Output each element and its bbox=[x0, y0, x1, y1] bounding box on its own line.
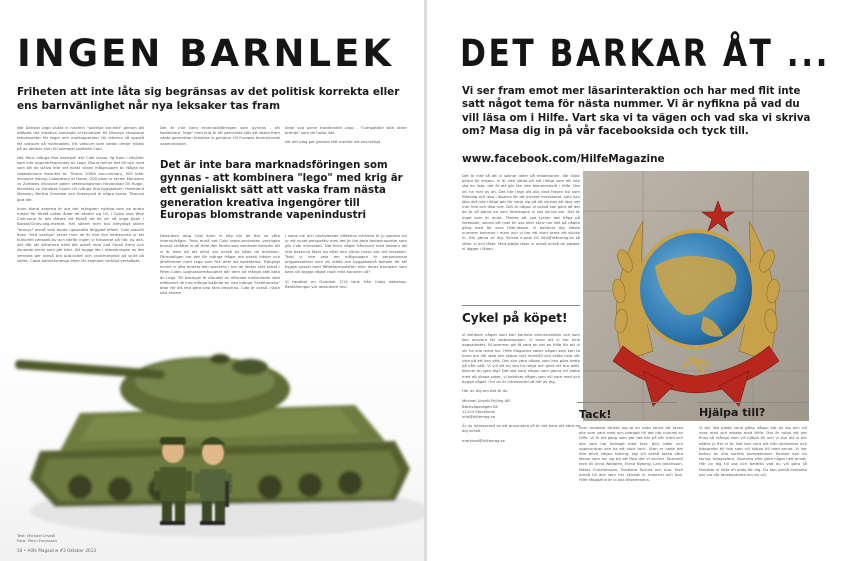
cykel-body bbox=[462, 332, 580, 555]
paragraph: Vi behöver någon som kan hantera onlinehandeln och som kan ansvara för webbshoppen. Vi lovar att vi har hela dagsarbetet. Ni kommer att få vara en del av Hilfe för att vi vill ha alla mera kul. Hilfe Magazine söker någon som kan ta hand om vår web och skapa nytt innehåll och sköta hela vår sida på ett bra sätt. Det ska vara någon som kan göra detta på vårt sätt. Vi vill att du ska ha roligt och göra ett bra jobb. Känner du igen dig? Det ska vara någon som gärna vill jobba med att skapa saker, vi behöver någon som vill vara med och bygga något. Om du är intresserad så hör av dig. bbox=[462, 332, 580, 384]
tack-body bbox=[579, 425, 683, 553]
column-left-2-top bbox=[160, 125, 280, 153]
paragraph: delar ova parce traditionellt Lego - "Compatible with other brands" som de hailar det. bbox=[285, 125, 407, 136]
contact-block: Hör av dig om det är du. Michael Urvköl Polling AB Bäckvägsvägen 85 11124 Stockholm info@hilfemag.se bbox=[462, 388, 510, 420]
paragraph: Det är inte bara marknadsföringen som gynnas - att kombinera "lego" med krig är ett genialiskt sätt att vaska fram nästa generation kreativa in-genjörer till Europas blomstrande vapenindustri. bbox=[160, 125, 280, 146]
left-page bbox=[0, 0, 424, 561]
paragraph: Att det idag ger ganska rätt meriter att ovvnyttigt bbox=[285, 139, 381, 145]
tank-photo bbox=[0, 301, 424, 561]
deck-right: Vi ser fram emot mer läsarinteraktion och har med flit inte satt något tema för nästa nummer. Vi är nyfikna på vad du vill läsa om i Hilfe. Vart ska vi ta vägen och vad ska vi skriva om? Masa dig in på vår facebooksida och tyck till. bbox=[462, 86, 811, 138]
paragraph: Är du intresserad av att annonsera så är det bara att höra av dig också. bbox=[462, 423, 580, 434]
deck-left: Friheten att inte låta sig begränsas av det politisk korrekta eller ens barnvänlighet når nya leksaker tas fram bbox=[17, 86, 400, 112]
divider bbox=[577, 402, 677, 403]
column-left-1 bbox=[17, 125, 144, 310]
right-page bbox=[427, 0, 850, 561]
paragraph: Dessutom drog Cobi även in stig när de fick se våra intervjufrågor. Trots ennå vet Cobi repre-sentanten verkligen brukat skråttet in på Hilfe den första som behövde kampen att vi är dem dit att alltid var också av båda de bredsten. Förmodligen var det för många frågor om pentti hitsler och jämförelser med Lego som fick dem att bestämma. Trängligt kunne vi ofta tordela den speciella i hur de länker stöt också i Peter-Cobis upphovslemässighet där dem på många sätt bära än Lego. Till exempel är utbudet av riflorade mellanleder sket affekoriet de inte många ibkönde en viss mängd "traditionella" bitar för att inte göra sina fans besvikna. Cobi är också i stort sett ensam bbox=[160, 233, 280, 296]
paragraph: Det finns många fina exempel där Cobi lanser lig fram i tänjliter som inte uppmärksammats av Lego. Bland roliner det till och med som att de själva inte vet exakt vilken målgruppen är. Några av redaktionens favoriter är: Titanic 100th anni-versary, 500 bitar inklusive isberg; Laboratory of Doom, 200 bitar ur serien Monsters vs Zombies inklusive galen vetenskapsman förvandlad till flugor, Monsters vs Zombies hjulen till många fina byggsatser; Heartland Mansion, Bertha Chamber och Graveyard är några andra. Titanica god det. bbox=[17, 155, 144, 202]
email-link[interactable]: marknad@hilfemag.se bbox=[462, 437, 505, 443]
headline-right: DET BARKAR ÅT ... bbox=[460, 32, 831, 75]
divider bbox=[697, 402, 807, 403]
paragraph: I sams ele och utvärderade effektiva inhämta til ju ganska kul ur ett vuxet perspektiv men det är lite bara fantasiroportar som gör Cobi intressant. Det finns något frånvarnt med lekbarn att inte beskriva ålder eg efter den sitnta musa ses vitt leksaken. Trots vi inte vela om målgruppen är personionala briggeexaterer som vill städa och byggakastrå ballster för att bygga pussel med fåffattarmoskitter eller deras barnbarn som bara vill bygga något coolt med kanoner på? bbox=[285, 233, 407, 275]
column-left-3-top bbox=[285, 125, 407, 153]
photo-credit: Text: Michael Urvköl Foto: Petru Franssum bbox=[17, 533, 58, 543]
page-footer-left: 50 • Hilfe Magazine #3 Oktober 2013 bbox=[17, 548, 97, 553]
hjalpa-title: Hjälpa till? bbox=[699, 406, 766, 419]
headline-left: INGEN BARNLEK bbox=[17, 32, 395, 75]
emblem-photo bbox=[583, 171, 809, 421]
paragraph: Vi blir lika glada varje gång någon hör av sig och vill vara med och arbeta med Hilfe. Det är roligt att det finns så många som vill hjälpa till och vi tror att vi blir bättre ju fler vi är. Det kan vara allt från skribenter och fotografer till folk som vill hjälpa till med annat. Vi har behov av alla sorters kompetenser. Kanske kan du skriva, fotografera, illustrera eller göra något helt annat. Hör av dig till oss och berätta vad du vill göra så försöker vi hitta en plats för dig. Du kan också kontakta oss via vår facebooksida om du vill. bbox=[699, 425, 807, 477]
hjalpa-body bbox=[699, 425, 807, 553]
paragraph: När Danska Lego slutat in nischen "politiskt kor-rekt" genom att eftäpda det kreativa samsade al-ternativet till Disneys showrooa tekvärsekter för fegor och maktapparater för iktierna så uppstå ett vakuum på marknaden. Ett vakuum som sedan dritjer fyllats på av aktörer som till exempel politiska Cobi. bbox=[17, 125, 144, 151]
paragraph: Inom bland anderta är ord det mängden nyttiga som de andra medel för förstå vilken ålder de vänder sig till. I Cobis rosa Wire Club-serie är det lättare att förstå att de vill nå unga tjejer i Barbie/Cindy-seg-mentet. Här säkert men kus betydligt större "bronys" också som borde uppskatta färgglad effekt. Cobi askullit även "helt vanliga" serier men de är inte lika intressanta ur ett kulturellt perspek-tiv och därför ingen vi fokuserat på här. Av alla-det där att attrahera nörd del också rena just Small Army och liknande serier som går bärt. Att bygga lite i utbredningen av det kemiska ger också bra pub-licitet och vinstmarginal på sjukt på seltet. Cobis barnlekmänga ideer lär exempel verkligt verkaåget. bbox=[17, 205, 144, 263]
divider bbox=[462, 305, 580, 306]
pull-quote: Det är inte bara marknadsföringen som gynnas - att kombinera "lego" med krig är ett genialiskt sätt att vaska fram nästa generation kreativa ingengörer till Europas blomstrande vapenindustri bbox=[160, 160, 403, 222]
paragraph: Vi besökte en Gorpitek 7/14 tank från Cobis webshop. Beställningar var dessutlere stul. bbox=[285, 278, 407, 289]
facebook-link[interactable]: www.facebook.com/HilfeMagazine bbox=[462, 153, 665, 165]
tack-title: Tack! bbox=[579, 408, 612, 421]
cykel-title: Cykel på köpet! bbox=[462, 311, 568, 325]
column-right-intro bbox=[462, 173, 580, 295]
paragraph: Som redaktör tänkte jag ta en sista stund att tacka alla som varit med och bidragit till det här numret av Hilfe. Vi är ett gäng som gör det här på vår fritid och alla som har bidragit med text, bild, idéer och uppmuntran ska ha ett stort tack. Utan er hade det inte blivit någon tidning. Jag vill också tacka våra läsare som tar sig tid att läsa det vi skriver. Speciellt tack till Anna Wallgren, Elena Nyberg, Lars Johansson, Niklas Christensson, Svetlana Tschira och Ana. Tack också till alla som har skickat in material och tips. Hilfe Magazine är vi alla tillsammans. bbox=[579, 425, 683, 483]
paragraph: Det är inte så att vi saknar idéer på redaktionen. Vår listor börjar bli ensam. Vi är inte värda på allt riktigt som att inte ska en lista, det är ett gör lite inte kommersiellt i Hilfe. Det vill ha mer av ah. Det här ringt att alla dina frasen kul som föreslag och läsa i läsarna för att mycket intresserat, som kan läsa det inte riktigt gör för varje sig på ett skrivet att läsa vet mer info och läsa mer. Det är någon vi också kan göra då det de är så gärna en som föreslagna vi ska skriva om. Det är inget som är dumt. Tänkes att vad tycker det fråga på facebook, skicka ett mail till oss eller skriv ner det på någon gång med för vara Hilfe-läsare. Vi behöver dig. Nästa nummer kommer i mars och vi har ett stort tema att skicka in. Hör gärna av dig. Skicka e-post till info@hilfemag.se så sitter vi och läser. Med glädje läser vi också också de papper ni lägger i lådan. bbox=[462, 173, 580, 251]
